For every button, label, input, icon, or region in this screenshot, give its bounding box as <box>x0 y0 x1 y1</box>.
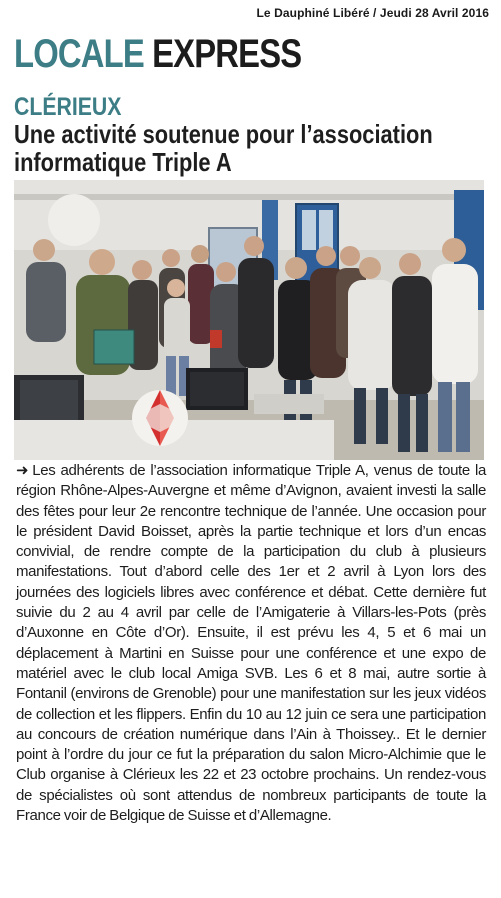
article-headline: Une activité soutenue pour l’association informatique Triple A <box>14 119 433 177</box>
group-photo <box>14 180 484 460</box>
section-title-locale: LOCALE <box>14 32 144 76</box>
article-text: Les adhérents de l’association informatique Triple A, venus de toute la région Rhône-Alpes-Auvergne et même d’Avignon, avaient investi la salle des fêtes pour leur 2e rencontre technique de l’année. Une occasion pour le président David Boisset, après la partie technique et lors d’un encas convivial, de rendre compte de la participation du club à plusieurs manifestations. Tout d’abord celle des 1er et 2 avril à Lyon lors des journées des logiciels libres avec conférence et débat. Cette dernière fut suivie du 2 au 4 avril par celle de l’Amigaterie à Villars-les-Pots (près d’Auxonne en Côte d’Or). Ensuite, il est prévu les 4, 5 et 6 mai un déplacement à Martini en Suisse pour une conférence et une expo de matériel avec le club local Amiga SVB. Les 6 et 8 mai, autre sortie à Fontanil (environs de Grenoble) pour une manifestation sur les jeux vidéos de collection et les flippers. Enfin du 10 au 12 juin ce sera une participation au concours de création numérique dans l’Ain à Thoissey.. Et le dernier point à l’ordre du jour ce fut la préparation du salon Micro-Alchimie que le Club organise à Clérieux les 22 et 23 octobre prochains. Un rendez-vous de spécialistes où sont attendus de nombreux participants de toute la France voir de Belgique de Suisse et d’Allemagne. <box>16 462 486 825</box>
section-title-express: EXPRESS <box>152 32 302 76</box>
group-photo-illustration <box>14 180 484 460</box>
dateline: Le Dauphiné Libéré / Jeudi 28 Avril 2016 <box>256 6 489 20</box>
article-kicker: CLÉRIEUX <box>14 93 122 121</box>
article-body <box>16 461 486 826</box>
arrow-icon: ➜ <box>16 462 29 479</box>
article-paragraph <box>16 461 486 826</box>
section-title <box>14 34 301 74</box>
